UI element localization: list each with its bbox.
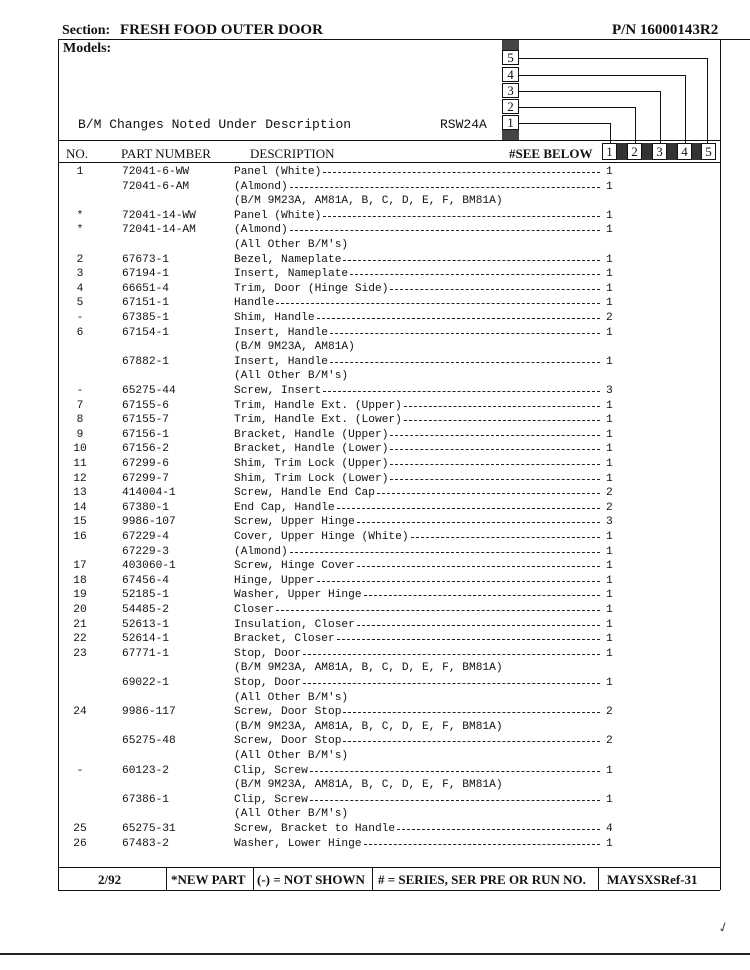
table-row <box>0 369 720 383</box>
row-description: Hinge, Upper <box>234 574 315 587</box>
row-leader-dashes <box>317 581 600 582</box>
footer-top-rule <box>58 867 720 868</box>
table-row <box>0 778 720 792</box>
row-description: Clip, Screw <box>234 764 308 777</box>
section-heading <box>62 22 323 39</box>
row-quantity: 1 <box>606 399 613 412</box>
row-item-number: 19 <box>73 589 87 602</box>
table-row <box>0 311 720 325</box>
table-row <box>0 807 720 821</box>
model-box-3: 3 <box>502 83 519 98</box>
row-leader-dashes <box>317 318 600 319</box>
row-item-number: 24 <box>73 706 87 719</box>
row-part-number: 67299-6 <box>122 458 169 470</box>
row-leader-dashes <box>357 625 600 626</box>
row-item-number: 7 <box>76 399 84 412</box>
row-quantity: 3 <box>606 385 613 397</box>
row-quantity: 3 <box>606 516 613 529</box>
row-description: Shim, Trim Lock (Upper) <box>234 458 389 470</box>
row-leader-dashes <box>303 654 600 655</box>
row-item-number: 12 <box>73 472 87 485</box>
table-row <box>0 457 720 471</box>
row-item-number: 18 <box>73 574 87 587</box>
row-part-number: 52613-1 <box>122 618 169 631</box>
row-description: (All Other B/M's) <box>234 370 349 383</box>
row-leader-dashes <box>330 362 600 363</box>
row-item-number: 10 <box>73 443 87 456</box>
column-header-rule <box>58 162 720 163</box>
row-quantity: 1 <box>606 647 613 660</box>
table-row <box>0 793 720 807</box>
col-header-no: NO. <box>66 146 89 161</box>
row-item-number: 9 <box>76 428 84 441</box>
row-leader-dashes <box>350 274 600 275</box>
row-item-number: - <box>76 312 84 324</box>
row-leader-dashes <box>397 829 600 830</box>
series-shade <box>617 143 627 160</box>
row-quantity: 1 <box>606 793 613 806</box>
row-description: (All Other B/M's) <box>234 808 349 821</box>
row-quantity: 1 <box>606 633 613 646</box>
row-quantity: 4 <box>606 823 613 835</box>
series-box-2: 2 <box>627 143 642 160</box>
model-box-2: 2 <box>502 99 519 114</box>
row-part-number: 72041-14-WW <box>122 209 196 222</box>
footer-bottom-rule <box>58 890 720 891</box>
row-description: Cover, Upper Hinge (White) <box>234 531 409 543</box>
row-item-number: 11 <box>73 458 87 470</box>
footer-divider <box>166 867 167 890</box>
row-description: Closer <box>234 604 275 616</box>
footer-new-part: *NEW PART <box>171 872 246 887</box>
bm-changes-note: B/M Changes Noted Under Description <box>78 117 352 132</box>
row-description: Screw, Bracket to Handle <box>234 823 396 835</box>
table-row <box>0 691 720 705</box>
row-description: Bracket, Handle (Upper) <box>234 428 389 441</box>
row-item-number: - <box>76 385 84 397</box>
row-part-number: 69022-1 <box>122 677 169 689</box>
table-row <box>0 413 720 427</box>
row-quantity: 1 <box>606 428 613 441</box>
row-part-number: 65275-44 <box>122 385 176 397</box>
model-box-bottom-shade <box>502 130 519 140</box>
table-row <box>0 355 720 369</box>
footer-not-shown: (-) = NOT SHOWN <box>257 872 365 887</box>
model-box-top-shade <box>502 40 519 50</box>
row-item-number: 16 <box>73 531 87 543</box>
row-leader-dashes <box>330 333 600 334</box>
row-part-number: 67386-1 <box>122 793 169 806</box>
leader-1-v <box>610 123 611 143</box>
row-part-number: 67882-1 <box>122 355 169 368</box>
top-rule <box>58 39 750 40</box>
row-part-number: 66651-4 <box>122 282 169 295</box>
row-item-number: 3 <box>76 268 84 281</box>
row-description: Insert, Handle <box>234 355 328 368</box>
table-row <box>0 603 720 617</box>
row-leader-dashes <box>290 187 600 188</box>
models-bottom-rule <box>58 140 720 141</box>
row-item-number: 5 <box>76 297 84 310</box>
row-description: Panel (White) <box>234 166 322 178</box>
row-leader-dashes <box>390 289 600 290</box>
part-number-heading: P/N 16000143R2 <box>612 22 719 38</box>
row-part-number: 67299-7 <box>122 472 169 485</box>
row-description: (All Other B/M's) <box>234 239 349 251</box>
row-leader-dashes <box>404 406 600 407</box>
row-description: (Almond) <box>234 545 288 558</box>
row-part-number: 72041-6-AM <box>122 180 190 193</box>
table-row <box>0 545 720 559</box>
row-description: (All Other B/M's) <box>234 691 349 704</box>
table-row <box>0 384 720 398</box>
table-row <box>0 632 720 646</box>
series-box-5: 5 <box>701 143 716 160</box>
table-row <box>0 574 720 588</box>
row-part-number: 9986-107 <box>122 516 176 529</box>
leader-2-v <box>635 107 636 143</box>
row-quantity: 1 <box>606 589 613 602</box>
row-description: End Cap, Handle <box>234 501 335 514</box>
row-leader-dashes <box>357 522 600 523</box>
row-part-number: 52185-1 <box>122 589 169 602</box>
row-part-number: 67229-3 <box>122 545 169 558</box>
leader-4-h <box>519 75 685 76</box>
footer-series-legend: # = SERIES, SER PRE OR RUN NO. <box>378 872 586 887</box>
row-quantity: 1 <box>606 604 613 616</box>
row-description: Insert, Nameplate <box>234 268 349 281</box>
row-quantity: 1 <box>606 545 613 558</box>
row-part-number: 72041-14-AM <box>122 224 196 237</box>
row-quantity: 1 <box>606 355 613 368</box>
row-item-number: 26 <box>73 837 87 850</box>
row-leader-dashes <box>337 508 600 509</box>
table-row <box>0 530 720 544</box>
row-part-number: 67483-2 <box>122 837 169 850</box>
row-part-number: 67155-6 <box>122 399 169 412</box>
leader-1-h <box>519 123 610 124</box>
row-part-number: 67385-1 <box>122 312 169 324</box>
row-item-number: 6 <box>76 326 84 339</box>
row-leader-dashes <box>310 771 600 772</box>
row-leader-dashes <box>390 464 600 465</box>
row-leader-dashes <box>390 449 600 450</box>
row-part-number: 67380-1 <box>122 501 169 514</box>
row-item-number: 23 <box>73 647 87 660</box>
row-item-number: 20 <box>73 604 87 616</box>
row-item-number: * <box>76 209 84 222</box>
table-row <box>0 428 720 442</box>
footer-divider <box>253 867 254 890</box>
series-shade <box>667 143 677 160</box>
row-part-number: 414004-1 <box>122 487 176 500</box>
row-part-number: 67673-1 <box>122 253 169 266</box>
row-description: Trim, Door (Hinge Side) <box>234 282 389 295</box>
row-item-number: 15 <box>73 516 87 529</box>
table-row <box>0 296 720 310</box>
row-description: Stop, Door <box>234 647 302 660</box>
row-part-number: 9986-117 <box>122 706 176 719</box>
scan-mark: ✓ <box>715 918 733 938</box>
table-row <box>0 486 720 500</box>
row-description: Washer, Lower Hinge <box>234 837 362 850</box>
row-part-number: 67156-2 <box>122 443 169 456</box>
row-description: Screw, Door Stop <box>234 735 342 748</box>
row-part-number: 65275-48 <box>122 735 176 748</box>
row-leader-dashes <box>290 230 600 231</box>
series-box-3: 3 <box>652 143 667 160</box>
row-description: (B/M 9M23A, AM81A, B, C, D, E, F, BM81A) <box>234 195 503 208</box>
row-part-number: 54485-2 <box>122 604 169 616</box>
model-box-5: 5 <box>502 50 519 65</box>
row-leader-dashes <box>290 552 600 553</box>
row-part-number: 67456-4 <box>122 574 169 587</box>
table-row <box>0 399 720 413</box>
row-leader-dashes <box>411 537 600 538</box>
row-part-number: 52614-1 <box>122 633 169 646</box>
table-row <box>0 837 720 851</box>
row-description: (B/M 9M23A, AM81A, B, C, D, E, F, BM81A) <box>234 779 503 792</box>
row-part-number: 67155-7 <box>122 414 169 427</box>
table-row <box>0 282 720 296</box>
table-row <box>0 238 720 252</box>
model-name: RSW24A <box>440 117 487 132</box>
model-box-4: 4 <box>502 67 519 82</box>
row-part-number: 403060-1 <box>122 560 176 573</box>
row-description: (Almond) <box>234 180 288 193</box>
row-item-number: 25 <box>73 823 87 835</box>
row-leader-dashes <box>323 391 600 392</box>
footer-divider <box>598 867 599 890</box>
row-description: (All Other B/M's) <box>234 750 349 762</box>
table-row <box>0 180 720 194</box>
table-row <box>0 253 720 267</box>
row-part-number: 67229-4 <box>122 531 169 543</box>
row-quantity: 2 <box>606 312 613 324</box>
table-row <box>0 749 720 763</box>
table-row <box>0 165 720 179</box>
table-row <box>0 734 720 748</box>
row-item-number: - <box>76 764 84 777</box>
row-description: Insert, Handle <box>234 326 328 339</box>
row-description: Washer, Upper Hinge <box>234 589 362 602</box>
row-leader-dashes <box>337 639 600 640</box>
row-description: Shim, Trim Lock (Lower) <box>234 472 389 485</box>
row-leader-dashes <box>323 172 600 173</box>
table-row <box>0 442 720 456</box>
row-quantity: 1 <box>606 677 613 689</box>
row-quantity: 1 <box>606 166 613 178</box>
row-quantity: 1 <box>606 180 613 193</box>
row-description: (Almond) <box>234 224 288 237</box>
row-quantity: 2 <box>606 706 613 719</box>
leader-3-v <box>660 91 661 143</box>
row-description: Bracket, Closer <box>234 633 335 646</box>
model-box-1: 1 <box>502 115 519 130</box>
row-quantity: 1 <box>606 224 613 237</box>
table-row <box>0 267 720 281</box>
row-item-number: 4 <box>76 282 84 295</box>
footer-date: 2/92 <box>98 872 122 887</box>
row-description: Screw, Hinge Cover <box>234 560 355 573</box>
series-box-4: 4 <box>677 143 692 160</box>
table-row <box>0 661 720 675</box>
row-part-number: 72041-6-WW <box>122 166 190 178</box>
row-item-number: 8 <box>76 414 84 427</box>
row-quantity: 1 <box>606 837 613 850</box>
row-description: Trim, Handle Ext. (Upper) <box>234 399 402 412</box>
row-part-number: 60123-2 <box>122 764 169 777</box>
leader-5-h <box>519 58 707 59</box>
row-quantity: 2 <box>606 501 613 514</box>
leader-2-h <box>519 107 635 108</box>
table-row <box>0 194 720 208</box>
scan-edge-line <box>0 953 750 955</box>
row-leader-dashes <box>404 420 600 421</box>
table-row <box>0 618 720 632</box>
row-quantity: 1 <box>606 297 613 310</box>
row-description: Screw, Door Stop <box>234 706 342 719</box>
table-row <box>0 705 720 719</box>
table-row <box>0 764 720 778</box>
row-quantity: 2 <box>606 487 613 500</box>
table-row <box>0 472 720 486</box>
row-quantity: 1 <box>606 531 613 543</box>
table-row <box>0 501 720 515</box>
section-label: Section: <box>62 23 111 38</box>
row-description: Shim, Handle <box>234 312 315 324</box>
row-description: Insulation, Closer <box>234 618 355 631</box>
table-row <box>0 223 720 237</box>
row-quantity: 1 <box>606 618 613 631</box>
row-quantity: 1 <box>606 414 613 427</box>
leader-3-h <box>519 91 660 92</box>
row-leader-dashes <box>364 844 600 845</box>
row-item-number: 14 <box>73 501 87 514</box>
row-leader-dashes <box>343 741 600 742</box>
row-description: Panel (White) <box>234 209 322 222</box>
row-part-number: 67151-1 <box>122 297 169 310</box>
leader-4-v <box>685 75 686 143</box>
models-label: Models: <box>63 41 112 56</box>
footer-reference: MAYSXSRef-31 <box>607 872 698 887</box>
row-description: Stop, Door <box>234 677 302 689</box>
row-item-number: 2 <box>76 253 84 266</box>
col-header-see-below: #SEE BELOW <box>509 146 593 161</box>
footer-divider <box>372 867 373 890</box>
row-quantity: 1 <box>606 472 613 485</box>
row-description: Clip, Screw <box>234 793 308 806</box>
table-row <box>0 647 720 661</box>
row-quantity: 1 <box>606 326 613 339</box>
row-quantity: 2 <box>606 735 613 748</box>
row-description: Trim, Handle Ext. (Lower) <box>234 414 402 427</box>
table-row <box>0 588 720 602</box>
row-item-number: 13 <box>73 487 87 500</box>
table-row <box>0 720 720 734</box>
row-part-number: 67771-1 <box>122 647 169 660</box>
row-quantity: 1 <box>606 268 613 281</box>
row-leader-dashes <box>377 493 600 494</box>
row-leader-dashes <box>276 610 600 611</box>
table-row <box>0 209 720 223</box>
row-part-number: 65275-31 <box>122 823 176 835</box>
table-row <box>0 676 720 690</box>
row-description: Bracket, Handle (Lower) <box>234 443 389 456</box>
row-leader-dashes <box>323 216 600 217</box>
row-quantity: 1 <box>606 458 613 470</box>
col-header-description: DESCRIPTION <box>250 146 335 161</box>
table-row <box>0 822 720 836</box>
section-title: FRESH FOOD OUTER DOOR <box>119 22 323 38</box>
row-part-number: 67156-1 <box>122 428 169 441</box>
table-row <box>0 515 720 529</box>
row-quantity: 1 <box>606 560 613 573</box>
row-part-number: 67194-1 <box>122 268 169 281</box>
row-quantity: 1 <box>606 443 613 456</box>
row-quantity: 1 <box>606 574 613 587</box>
row-description: Bezel, Nameplate <box>234 253 342 266</box>
row-part-number: 67154-1 <box>122 326 169 339</box>
row-item-number: 21 <box>73 618 87 631</box>
leader-5-v <box>707 58 708 143</box>
row-leader-dashes <box>343 712 600 713</box>
row-leader-dashes <box>390 435 600 436</box>
row-description: Handle <box>234 297 275 310</box>
row-leader-dashes <box>303 683 600 684</box>
row-leader-dashes <box>310 800 600 801</box>
row-item-number: * <box>76 224 84 237</box>
row-leader-dashes <box>357 566 600 567</box>
row-description: (B/M 9M23A, AM81A, B, C, D, E, F, BM81A) <box>234 662 503 675</box>
table-row <box>0 559 720 573</box>
row-item-number: 1 <box>76 166 84 178</box>
row-leader-dashes <box>276 303 600 304</box>
series-shade <box>642 143 652 160</box>
row-quantity: 1 <box>606 253 613 266</box>
col-header-part-number: PART NUMBER <box>121 146 211 161</box>
row-quantity: 1 <box>606 282 613 295</box>
row-quantity: 1 <box>606 209 613 222</box>
row-description: Screw, Insert <box>234 385 322 397</box>
table-row <box>0 326 720 340</box>
row-leader-dashes <box>343 260 600 261</box>
row-description: Screw, Upper Hinge <box>234 516 355 529</box>
row-description: (B/M 9M23A, AM81A, B, C, D, E, F, BM81A) <box>234 720 503 733</box>
row-description: Screw, Handle End Cap <box>234 487 375 500</box>
series-box-1: 1 <box>602 143 617 160</box>
row-description: (B/M 9M23A, AM81A) <box>234 341 355 354</box>
row-item-number: 17 <box>73 560 87 573</box>
row-leader-dashes <box>390 479 600 480</box>
row-quantity: 1 <box>606 764 613 777</box>
table-row <box>0 340 720 354</box>
row-leader-dashes <box>364 595 600 596</box>
right-border <box>720 39 721 890</box>
row-item-number: 22 <box>73 633 87 646</box>
